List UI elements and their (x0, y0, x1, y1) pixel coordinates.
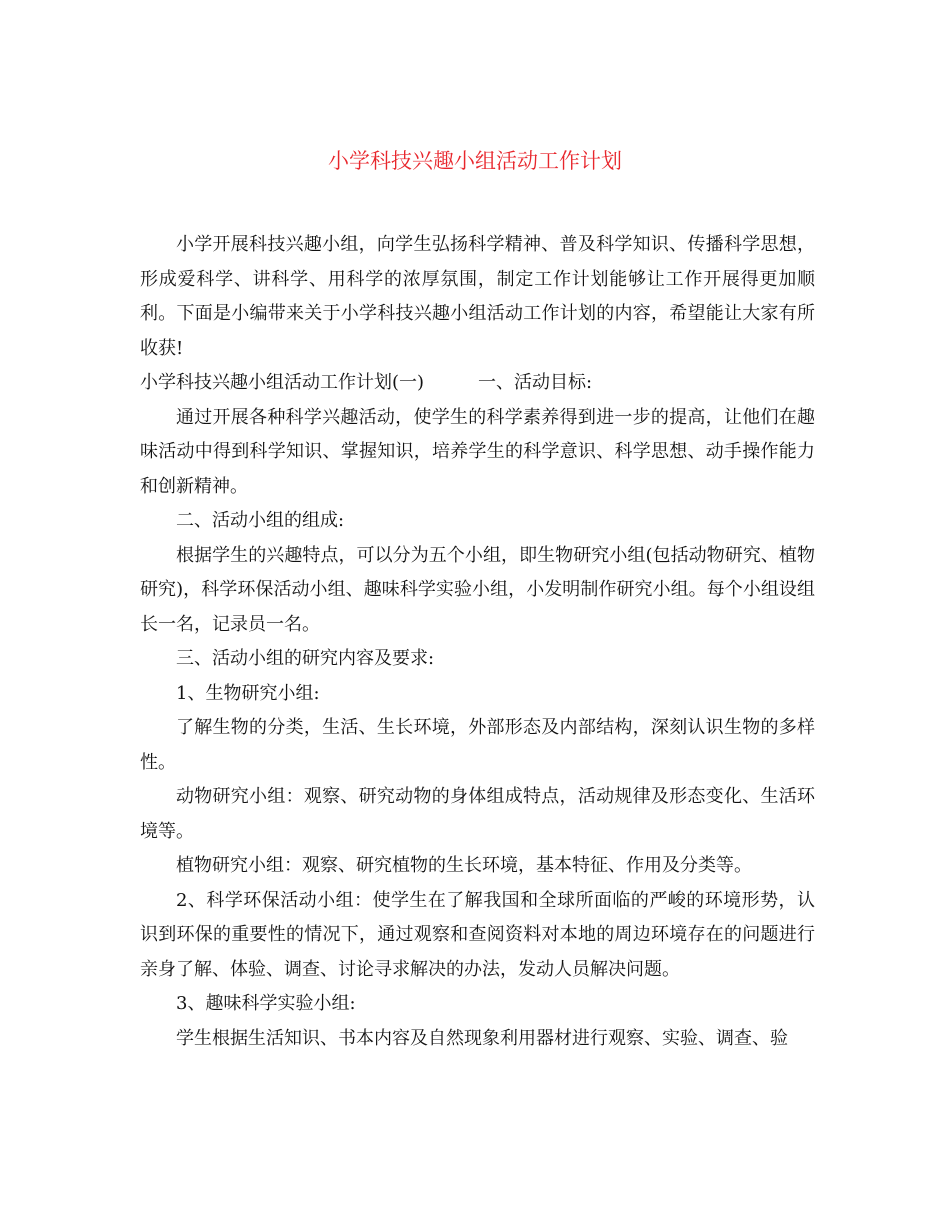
bio-heading: 1、生物研究小组: (176, 682, 320, 704)
experiment-heading: 3、趣味科学实验小组: (176, 993, 356, 1014)
intro-paragraph: 小学开展科技兴趣小组，向学生弘扬科学精神、普及科学知识、传播科学思想，形成爱科学、讲科学、用科学的浓厚氛围，制定工作计划能够让工作开展得更加顺利。下面是小编带来关于小学科技兴趣小组活动工作计划的内容，希望能让大家有所收获! (140, 234, 815, 359)
animal-paragraph: 动物研究小组：观察、研究动物的身体组成特点，活动规律及形态变化、生活环境等。 (140, 786, 815, 842)
experiment-paragraph: 学生根据生活知识、书本内容及自然现象利用器材进行观察、实验、调查、验 (176, 1027, 788, 1049)
document-body (140, 228, 815, 1056)
composition-heading: 二、活动小组的组成: (176, 510, 345, 531)
plant-paragraph: 植物研究小组：观察、研究植物的生长环境，基本特征、作用及分类等。 (176, 855, 752, 876)
content-heading: 三、活动小组的研究内容及要求: (176, 648, 435, 669)
environment-paragraph: 2、科学环保活动小组：使学生在了解我国和全球所面临的严峻的环境形势，认识到环保的重要性的情况下，通过观察和查阅资料对本地的周边环境存在的问题进行亲身了解、体验、调查、讨论寻求解决的办法，发动人员解决问题。 (140, 889, 815, 980)
goal-heading: 一、活动目标: (478, 372, 593, 393)
document-title: 小学科技兴趣小组活动工作计划 (328, 149, 622, 173)
goal-paragraph: 通过开展各种科学兴趣活动，使学生的科学素养得到进一步的提高，让他们在趣味活动中得到科学知识、掌握知识，培养学生的科学意识、科学思想、动手操作能力和创新精神。 (140, 406, 815, 497)
composition-paragraph: 根据学生的兴趣特点，可以分为五个小组，即生物研究小组(包括动物研究、植物研究)，科学环保活动小组、趣味科学实验小组，小发明制作研究小组。每个小组设组长一名，记录员一名。 (140, 544, 815, 635)
bio-paragraph: 了解生物的分类，生活、生长环境，外部形态及内部结构，深刻认识生物的多样性。 (140, 717, 815, 773)
section-heading-line (140, 366, 815, 401)
section-heading: 小学科技兴趣小组活动工作计划(一) (140, 372, 425, 393)
